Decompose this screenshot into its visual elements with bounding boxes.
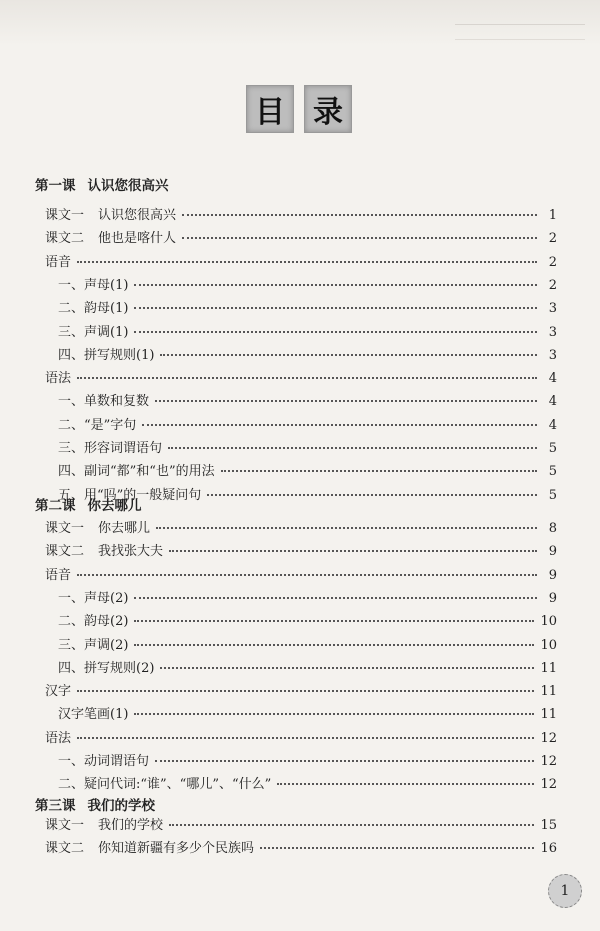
page-number: 1 — [548, 874, 582, 908]
dot-leader — [182, 236, 537, 239]
dot-leader — [182, 213, 537, 216]
entry-page: 15 — [540, 818, 557, 833]
toc-entry[interactable] — [0, 438, 600, 460]
entry-text: 二、“是”字句 — [58, 417, 137, 433]
toc-entry[interactable] — [0, 345, 600, 367]
entry-page: 2 — [548, 254, 557, 270]
entry-page: 4 — [548, 371, 557, 387]
entry-text: 二、韵母(1) — [58, 301, 129, 317]
toc-entry[interactable] — [0, 588, 600, 610]
dot-leader — [260, 846, 534, 849]
entry-text: 一、声母(2) — [58, 590, 129, 606]
toc-entry[interactable] — [0, 391, 600, 413]
entry-tag: 课文二 — [45, 544, 85, 560]
toc-entry[interactable] — [0, 275, 600, 297]
entry-text: 认识您很高兴 — [98, 208, 177, 223]
dot-leader — [134, 619, 534, 622]
toc-entry[interactable] — [0, 228, 600, 250]
lesson-title: 认识您很高兴 — [87, 178, 169, 194]
entry-text: 四、副词“都”和“也”的用法 — [58, 464, 215, 480]
entry-text: 语音 — [45, 254, 72, 270]
entry-text: 五、用“吗”的一般疑问句 — [58, 487, 202, 503]
toc-entry[interactable] — [0, 815, 600, 837]
entry-page: 5 — [548, 464, 557, 480]
toc-entry[interactable] — [0, 728, 600, 750]
dot-leader — [77, 689, 534, 692]
entry-text: 四、拼写规则(1) — [58, 347, 155, 363]
entry-page: 2 — [548, 231, 557, 247]
dot-leader — [77, 573, 537, 576]
entry-text: 三、声调(2) — [58, 637, 129, 653]
dot-leader — [156, 526, 537, 529]
toc-entry[interactable] — [0, 518, 600, 540]
dot-leader — [134, 306, 537, 309]
entry-page: 12 — [540, 777, 557, 793]
title-char-2: 录 — [304, 85, 352, 133]
lesson-number: 第一课 — [35, 178, 76, 194]
entry-text: 你知道新疆有多少个民族吗 — [98, 841, 255, 856]
dot-leader — [221, 469, 537, 472]
toc-entry[interactable] — [0, 565, 600, 587]
entry-text: 汉字 — [45, 684, 72, 700]
entry-page: 3 — [548, 301, 557, 317]
toc-entry[interactable] — [0, 541, 600, 563]
entry-text: 三、声调(1) — [58, 324, 129, 340]
toc-entry[interactable] — [0, 658, 600, 680]
toc-entry[interactable] — [0, 461, 600, 483]
entry-text: 三、形容词谓语句 — [58, 441, 163, 456]
lesson-number: 第二课 — [35, 498, 76, 514]
entry-page: 9 — [548, 590, 557, 606]
dot-leader — [169, 823, 534, 826]
entry-text: 语法 — [45, 371, 72, 387]
entry-page: 4 — [548, 394, 557, 410]
toc-entry[interactable] — [0, 681, 600, 703]
entry-page: 9 — [548, 544, 557, 560]
entry-page: 10 — [540, 614, 557, 630]
lesson-number: 第三课 — [35, 798, 76, 814]
dot-leader — [134, 283, 537, 286]
entry-text: 你去哪儿 — [98, 521, 151, 536]
dot-leader — [134, 330, 537, 333]
entry-page: 12 — [540, 730, 557, 746]
lesson-title: 你去哪儿 — [87, 498, 142, 514]
toc-entry[interactable] — [0, 368, 600, 390]
dot-leader — [155, 399, 537, 402]
toc-entry[interactable] — [0, 205, 600, 227]
entry-tag: 课文一 — [45, 521, 85, 536]
lesson-heading — [0, 175, 600, 197]
lesson-heading — [0, 795, 600, 817]
entry-text: 他也是喀什人 — [98, 231, 177, 247]
entry-page: 9 — [548, 567, 557, 583]
toc-entry[interactable] — [0, 774, 600, 796]
dot-leader — [168, 446, 537, 449]
entry-page: 3 — [548, 324, 557, 340]
toc-entry[interactable] — [0, 751, 600, 773]
entry-text: 语音 — [45, 567, 72, 583]
dot-leader — [77, 376, 537, 379]
entry-text: 一、声母(1) — [58, 277, 129, 293]
dot-leader — [134, 643, 534, 646]
entry-page: 10 — [540, 637, 557, 653]
entry-tag: 课文二 — [45, 841, 85, 856]
toc-entry[interactable] — [0, 252, 600, 274]
entry-page: 11 — [540, 660, 557, 676]
entry-page: 1 — [548, 208, 557, 223]
dot-leader — [77, 260, 537, 263]
entry-page: 11 — [540, 684, 557, 700]
toc-entry[interactable] — [0, 704, 600, 726]
entry-tag: 课文一 — [45, 818, 85, 833]
dot-leader — [134, 596, 537, 599]
entry-text: 一、动词谓语句 — [58, 754, 150, 769]
entry-text: 我找张大夫 — [98, 544, 164, 560]
entry-text: 语法 — [45, 730, 72, 746]
entry-page: 16 — [540, 841, 557, 856]
toc-entry[interactable] — [0, 322, 600, 344]
entry-page: 4 — [548, 417, 557, 433]
entry-page: 5 — [548, 441, 557, 456]
entry-text: 一、单数和复数 — [58, 394, 150, 410]
entry-page: 8 — [548, 521, 557, 536]
dot-leader — [77, 736, 534, 739]
toc-entry[interactable] — [0, 635, 600, 657]
lesson-heading — [0, 495, 600, 517]
dot-leader — [160, 666, 534, 669]
toc-entry[interactable] — [0, 838, 600, 860]
toc-entry[interactable] — [0, 298, 600, 320]
toc-entry[interactable] — [0, 415, 600, 437]
entry-page: 2 — [548, 277, 557, 293]
toc-entry[interactable] — [0, 611, 600, 633]
entry-tag: 课文二 — [45, 231, 85, 247]
entry-page: 11 — [540, 707, 557, 723]
dot-leader — [169, 549, 537, 552]
entry-page: 3 — [548, 347, 557, 363]
entry-text: 汉字笔画(1) — [58, 707, 129, 723]
dot-leader — [142, 423, 537, 426]
dot-leader — [160, 353, 537, 356]
entry-text: 我们的学校 — [98, 818, 164, 833]
dot-leader — [134, 712, 534, 715]
entry-text: 二、疑问代词:“谁”、“哪儿”、“什么” — [58, 777, 272, 793]
lesson-title: 我们的学校 — [87, 798, 155, 814]
title-char-1: 目 — [246, 85, 294, 133]
entry-page: 12 — [540, 754, 557, 769]
entry-tag: 课文一 — [45, 208, 85, 223]
entry-text: 二、韵母(2) — [58, 614, 129, 630]
dot-leader — [277, 782, 534, 785]
entry-page: 5 — [548, 487, 557, 503]
entry-text: 四、拼写规则(2) — [58, 660, 155, 676]
dot-leader — [155, 759, 534, 762]
